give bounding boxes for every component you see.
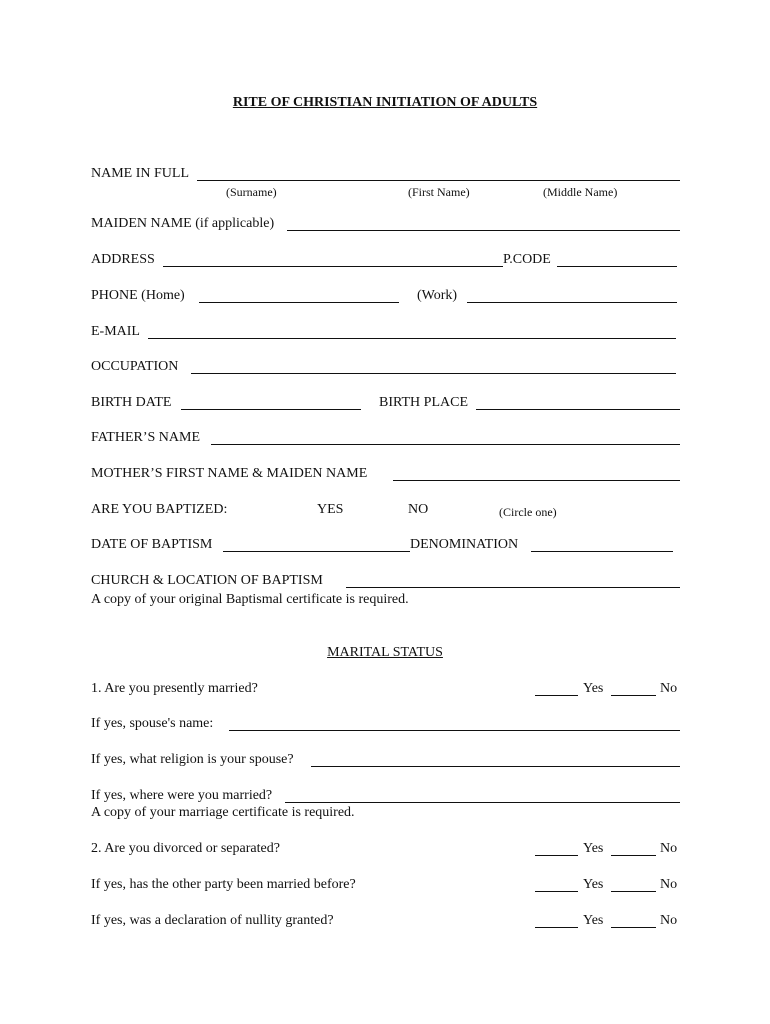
- birth-date-label: BIRTH DATE: [91, 395, 172, 410]
- nullity-no-label: No: [660, 913, 678, 928]
- occupation-line[interactable]: [191, 373, 676, 374]
- date-of-baptism-label: DATE OF BAPTISM: [91, 537, 213, 552]
- baptized-yes-option[interactable]: YES: [317, 502, 344, 517]
- occupation-label: OCCUPATION: [91, 359, 179, 374]
- nullity-yes-label: Yes: [583, 913, 604, 928]
- name-in-full-label: NAME IN FULL: [91, 166, 189, 181]
- q1-no-blank[interactable]: [611, 695, 656, 696]
- q2-divorced-separated: 2. Are you divorced or separated?: [91, 841, 280, 856]
- denomination-line[interactable]: [531, 551, 673, 552]
- name-in-full-line[interactable]: [197, 180, 680, 181]
- fathers-name-line[interactable]: [211, 444, 680, 445]
- q2-no-label: No: [660, 841, 678, 856]
- other-party-no-blank[interactable]: [611, 891, 656, 892]
- spouse-name-label: If yes, spouse's name:: [91, 716, 214, 731]
- birth-place-label: BIRTH PLACE: [379, 395, 468, 410]
- marital-status-heading: MARITAL STATUS: [327, 645, 443, 660]
- baptized-label: ARE YOU BAPTIZED:: [91, 502, 228, 517]
- phone-work-label: (Work): [417, 288, 458, 303]
- email-label: E-MAIL: [91, 324, 140, 339]
- q2-yes-blank[interactable]: [535, 855, 578, 856]
- other-party-yes-blank[interactable]: [535, 891, 578, 892]
- spouse-name-line[interactable]: [229, 730, 680, 731]
- phone-home-line[interactable]: [199, 302, 399, 303]
- church-location-line[interactable]: [346, 587, 680, 588]
- church-location-label: CHURCH & LOCATION OF BAPTISM: [91, 573, 323, 588]
- middle-name-caption: (Middle Name): [543, 185, 618, 199]
- spouse-religion-label: If yes, what religion is your spouse?: [91, 752, 294, 767]
- pcode-label: P.CODE: [503, 252, 551, 267]
- q1-yes-label: Yes: [583, 681, 604, 696]
- where-married-line[interactable]: [285, 802, 680, 803]
- surname-caption: (Surname): [226, 185, 277, 199]
- mothers-name-line[interactable]: [393, 480, 680, 481]
- q1-yes-blank[interactable]: [535, 695, 578, 696]
- q2-yes-label: Yes: [583, 841, 604, 856]
- marriage-certificate-note: A copy of your marriage certificate is required.: [91, 805, 355, 820]
- phone-work-line[interactable]: [467, 302, 677, 303]
- phone-home-label: PHONE (Home): [91, 288, 185, 303]
- nullity-yes-blank[interactable]: [535, 927, 578, 928]
- first-name-caption: (First Name): [408, 185, 470, 199]
- circle-one-note: (Circle one): [499, 505, 557, 519]
- pcode-line[interactable]: [557, 266, 677, 267]
- birth-place-line[interactable]: [476, 409, 680, 410]
- baptized-no-option[interactable]: NO: [408, 502, 429, 517]
- mothers-name-label: MOTHER’S FIRST NAME & MAIDEN NAME: [91, 466, 368, 481]
- email-line[interactable]: [148, 338, 676, 339]
- baptismal-certificate-note: A copy of your original Baptismal certificate is required.: [91, 592, 409, 607]
- date-of-baptism-line[interactable]: [223, 551, 410, 552]
- nullity-no-blank[interactable]: [611, 927, 656, 928]
- other-party-no-label: No: [660, 877, 678, 892]
- q1-presently-married: 1. Are you presently married?: [91, 681, 258, 696]
- q1-no-label: No: [660, 681, 678, 696]
- spouse-religion-line[interactable]: [311, 766, 680, 767]
- form-title: RITE OF CHRISTIAN INITIATION OF ADULTS: [232, 95, 538, 110]
- maiden-name-line[interactable]: [287, 230, 680, 231]
- other-party-yes-label: Yes: [583, 877, 604, 892]
- maiden-name-label: MAIDEN NAME (if applicable): [91, 216, 275, 231]
- denomination-label: DENOMINATION: [410, 537, 519, 552]
- birth-date-line[interactable]: [181, 409, 361, 410]
- other-party-married-question: If yes, has the other party been married before?: [91, 877, 356, 892]
- address-label: ADDRESS: [91, 252, 155, 267]
- where-married-label: If yes, where were you married?: [91, 788, 273, 803]
- address-line[interactable]: [163, 266, 503, 267]
- q2-no-blank[interactable]: [611, 855, 656, 856]
- nullity-question: If yes, was a declaration of nullity granted?: [91, 913, 334, 928]
- fathers-name-label: FATHER’S NAME: [91, 430, 201, 445]
